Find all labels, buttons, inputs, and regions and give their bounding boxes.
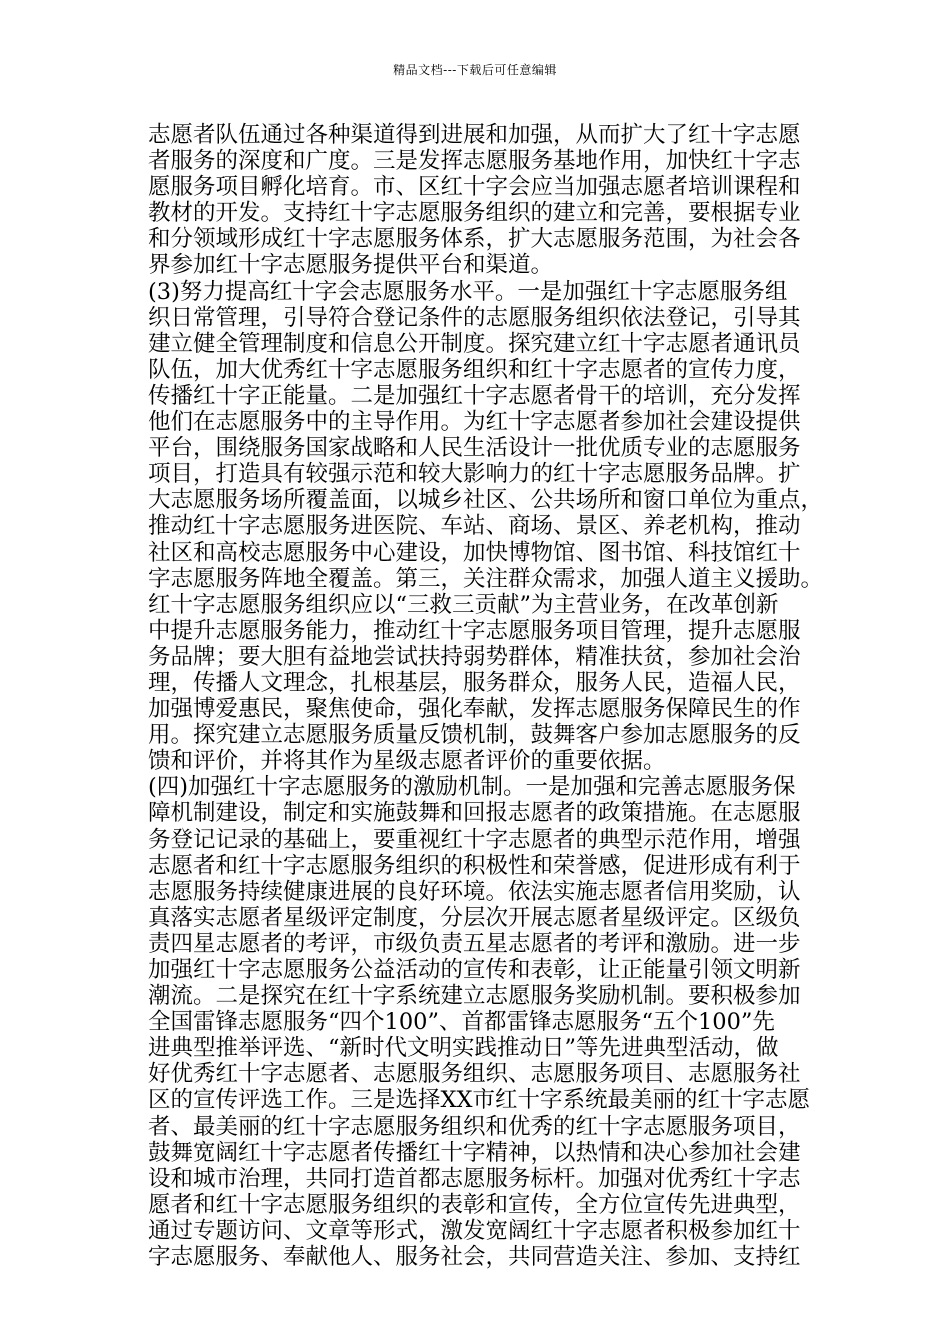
text-line: 理，传播人文理念，扎根基层，服务群众，服务人民，造福人民， — [148, 669, 801, 696]
text-line: 馈和评价，并将其作为星级志愿者评价的重要依据。 — [148, 748, 666, 775]
text-line: 大志愿服务场所覆盖面，以城乡社区、公共场所和窗口单位为重点， — [148, 487, 824, 514]
text-line: 用。探究建立志愿服务质量反馈机制，鼓舞客户参加志愿服务的反 — [148, 722, 801, 749]
text-line: 潮流。二是探究在红十字系统建立志愿服务奖励机制。要积极参加 — [148, 983, 801, 1010]
text-line: 平台，围绕服务国家战略和人民生活设计一批优质专业的志愿服务 — [148, 435, 801, 462]
text-line: 者、最美丽的红十字志愿服务组织和优秀的红十字志愿服务项目， — [148, 1113, 801, 1140]
text-line: 愿者和红十字志愿服务组织的表彰和宣传，全方位宣传先进典型， — [148, 1191, 801, 1218]
text-line: 务登记记录的基础上，要重视红十字志愿者的典型示范作用，增强 — [148, 826, 801, 853]
text-line: 志愿服务持续健康进展的良好环境。依法实施志愿者信用奖励，认 — [148, 878, 801, 905]
text-line: 队伍，加大优秀红十字志愿服务组织和红十字志愿者的宣传力度， — [148, 356, 801, 383]
text-line: 字志愿服务阵地全覆盖。第三，关注群众需求，加强人道主义援助。 — [148, 565, 824, 592]
text-line: (四)加强红十字志愿服务的激励机制。一是加强和完善志愿服务保 — [148, 774, 796, 801]
text-line: 织日常管理，引导符合登记条件的志愿服务组织依法登记，引导其 — [148, 304, 801, 331]
text-line: (3)努力提高红十字会志愿服务水平。一是加强红十字志愿服务组 — [148, 278, 788, 305]
text-line: 和分领域形成红十字志愿服务体系，扩大志愿服务范围，为社会各 — [148, 226, 801, 253]
text-line: 传播红十字正能量。二是加强红十字志愿者骨干的培训，充分发挥 — [148, 382, 801, 409]
text-line: 志愿者和红十字志愿服务组织的积极性和荣誉感，促进形成有利于 — [148, 852, 801, 879]
text-line: 中提升志愿服务能力，推动红十字志愿服务项目管理，提升志愿服 — [148, 617, 801, 644]
text-line: 加强红十字志愿服务公益活动的宣传和表彰，让正能量引领文明新 — [148, 957, 801, 983]
text-line: 鼓舞宽阔红十字志愿者传播红十字精神，以热情和决心参加社会建 — [148, 1139, 801, 1166]
text-line: 项目，打造具有较强示范和较大影响力的红十字志愿服务品牌。扩 — [148, 461, 801, 488]
text-line: 志愿者队伍通过各种渠道得到进展和加强，从而扩大了红十字志愿 — [148, 122, 801, 148]
text-line: 他们在志愿服务中的主导作用。为红十字志愿者参加社会建设提供 — [148, 409, 801, 436]
text-line: 责四星志愿者的考评，市级负责五星志愿者的考评和激励。进一步 — [148, 930, 801, 957]
text-line: 界参加红十字志愿服务提供平台和渠道。 — [148, 252, 554, 279]
text-line: 真落实志愿者星级评定制度，分层次开展志愿者星级评定。区级负 — [148, 904, 801, 931]
text-line: 者服务的深度和广度。三是发挥志愿服务基地作用，加快红十字志 — [148, 148, 801, 175]
text-line: 推动红十字志愿服务进医院、车站、商场、景区、养老机构，推动 — [148, 513, 801, 540]
text-line: 务品牌；要大胆有益地尝试扶持弱势群体，精准扶贫，参加社会治 — [148, 643, 801, 670]
text-line: 好优秀红十字志愿者、志愿服务组织、志愿服务项目、志愿服务社 — [148, 1061, 801, 1088]
text-line: 社区和高校志愿服务中心建设，加快博物馆、图书馆、科技馆红十 — [148, 539, 801, 566]
document-body — [148, 122, 824, 1270]
text-line: 加强博爱惠民，聚焦使命，强化奉献，发挥志愿服务保障民生的作 — [148, 696, 801, 723]
page-header: 精品文档---下载后可任意编辑 — [393, 63, 557, 77]
text-line: 设和城市治理，共同打造首都志愿服务标杆。加强对优秀红十字志 — [148, 1165, 801, 1192]
text-line: 障机制建设，制定和实施鼓舞和回报志愿者的政策措施。在志愿服 — [148, 800, 801, 827]
text-line: 全国雷锋志愿服务“四个100”、首都雷锋志愿服务“五个100”先 — [148, 1009, 775, 1036]
text-line: 愿服务项目孵化培育。市、区红十字会应当加强志愿者培训课程和 — [148, 174, 801, 201]
text-line: 区的宣传评选工作。三是选择XX市红十字系统最美丽的红十字志愿 — [148, 1087, 811, 1114]
text-line: 建立健全管理制度和信息公开制度。探究建立红十字志愿者通讯员 — [148, 330, 801, 357]
text-line: 进典型推举评选、“新时代文明实践推动日”等先进典型活动，做 — [148, 1035, 779, 1062]
text-line: 字志愿服务、奉献他人、服务社会，共同营造关注、参加、支持红 — [148, 1244, 801, 1271]
text-line: 通过专题访问、文章等形式，激发宽阔红十字志愿者积极参加红十 — [148, 1217, 801, 1244]
text-line: 教材的开发。支持红十字志愿服务组织的建立和完善，要根据专业 — [148, 200, 801, 227]
text-line: 红十字志愿服务组织应以“三救三贡献”为主营业务，在改革创新 — [148, 591, 779, 618]
